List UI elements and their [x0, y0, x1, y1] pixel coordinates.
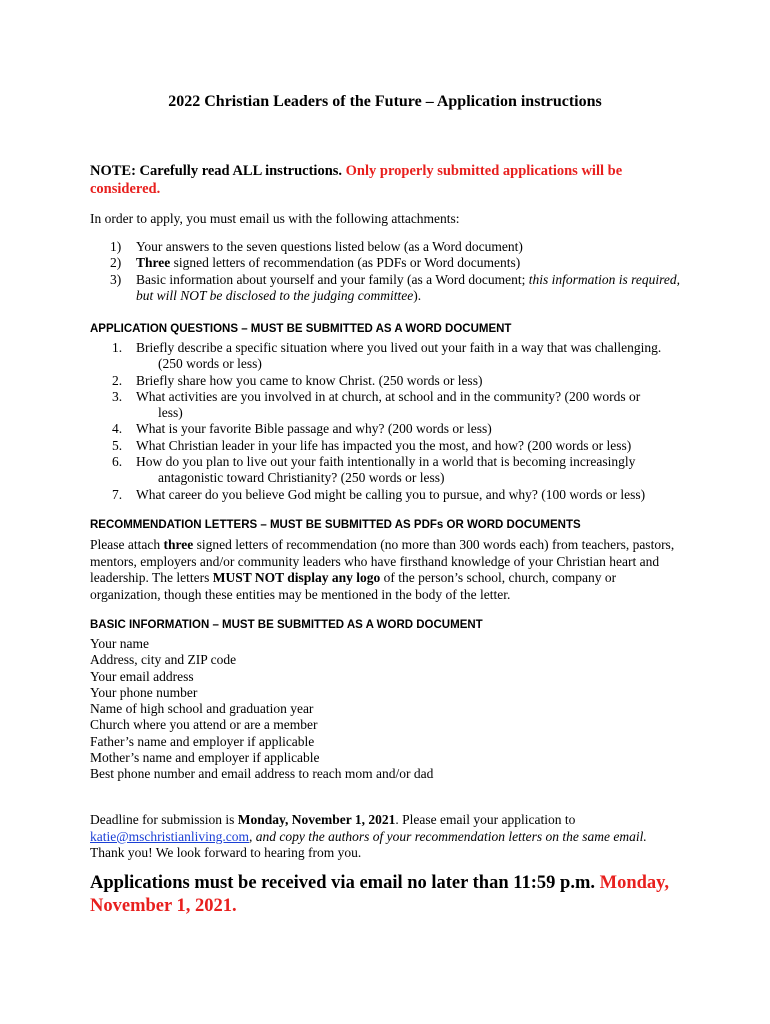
question-text-cont: antagonistic toward Christianity? (250 words or less): [158, 470, 445, 486]
list-item-text: signed letters of recommendation (as PDFs or Word documents): [170, 255, 521, 271]
rec-bold: MUST NOT display any logo: [212, 570, 381, 585]
list-number: 6.: [112, 454, 123, 470]
question-text: Briefly share how you came to know Christ. (250 words or less): [136, 372, 483, 388]
basic-info-item: Your name: [90, 636, 150, 651]
basic-info-item: Father’s name and employer if applicable: [90, 733, 315, 749]
final-deadline-notice: [90, 872, 690, 918]
list-item: [90, 389, 690, 422]
thanks-line: Thank you! We look forward to hearing from you.: [90, 845, 362, 860]
note-text: NOTE: Carefully read ALL instructions.: [90, 163, 346, 179]
basic-info-heading: BASIC INFORMATION – MUST BE SUBMITTED AS A WORD DOCUMENT: [90, 619, 483, 631]
deadline-paragraph: [90, 812, 690, 862]
note-warning: Only properly submitted applications will be considered.: [90, 163, 623, 197]
deadline-line: [90, 829, 690, 846]
recommendation-heading: RECOMMENDATION LETTERS – MUST BE SUBMITTED AS PDFs OR WORD DOCUMENTS: [90, 519, 581, 531]
basic-info-item: Mother’s name and employer if applicable: [90, 750, 320, 766]
list-item: [90, 421, 690, 437]
question-text-cont: less): [158, 405, 183, 421]
basic-info-item: Your phone number: [90, 684, 198, 700]
questions-heading: APPLICATION QUESTIONS – MUST BE SUBMITTED AS A WORD DOCUMENT: [90, 323, 512, 335]
list-item: [90, 487, 690, 503]
list-item-italic: this information is required, but will NOT be disclosed to the judging committee: [136, 271, 680, 303]
deadline-date: Monday, November 1, 2021: [237, 812, 396, 827]
email-link[interactable]: katie@mschristianliving.com: [90, 828, 250, 844]
list-item-text: Basic information about yourself and your family (as a Word document;: [136, 271, 529, 287]
question-text: What is your favorite Bible passage and why? (200 words or less): [136, 421, 492, 437]
deadline-text: . Please email your application to: [395, 812, 576, 827]
list-number: 3): [110, 271, 122, 287]
list-item-text: ).: [413, 287, 422, 303]
question-text: Briefly describe a specific situation where you lived out your faith in a way that was challenging.: [136, 340, 662, 355]
question-text: What Christian leader in your life has impacted you the most, and how? (200 words or less): [136, 437, 632, 453]
list-item-bold: Three: [136, 255, 171, 271]
final-text: Applications must be received via email no later than 11:59 p.m.: [90, 873, 600, 893]
basic-info-list: [90, 636, 433, 783]
question-text: What activities are you involved in at church, at school and in the community? (200 words or: [136, 388, 641, 404]
question-text: How do you plan to live out your faith intentionally in a world that is becoming increasingly: [136, 454, 636, 470]
list-item: [90, 272, 690, 305]
deadline-text: Deadline for submission is: [90, 812, 238, 827]
deadline-line: [90, 812, 690, 829]
recommendation-paragraph: [90, 537, 690, 603]
list-number: 5.: [112, 437, 123, 453]
final-date: Monday, November 1, 2021.: [90, 873, 670, 916]
list-number: 2): [110, 255, 122, 271]
question-text-cont: (250 words or less): [158, 356, 262, 372]
rec-text: signed letters of recommendation (no more than 300 words each) from teachers, pastors, mentors, employers and/or community leaders who have firsthand knowledge of your Christian heart and leadership. The letters: [90, 537, 675, 585]
list-item: [90, 454, 690, 487]
list-item: [90, 239, 690, 255]
list-number: 3.: [112, 388, 123, 404]
list-number: 4.: [112, 421, 123, 437]
list-number: 7.: [112, 486, 123, 502]
list-item-text: Your answers to the seven questions listed below (as a Word document): [136, 239, 523, 254]
list-number: 1): [110, 239, 122, 254]
attachments-list: [90, 239, 690, 304]
document-title: 2022 Christian Leaders of the Future – Application instructions: [168, 93, 602, 110]
question-text: What career do you believe God might be calling you to pursue, and why? (100 words or less): [136, 486, 646, 502]
list-item: [90, 340, 690, 373]
basic-info-item: Church where you attend or are a member: [90, 717, 318, 733]
rec-text: Please attach: [90, 537, 164, 552]
basic-info-item: Address, city and ZIP code: [90, 652, 237, 668]
list-item: [90, 255, 690, 271]
basic-info-item: Best phone number and email address to reach mom and/or dad: [90, 766, 434, 782]
list-item: [90, 373, 690, 389]
list-number: 2.: [112, 372, 123, 388]
list-number: 1.: [112, 340, 123, 355]
note-paragraph: [90, 162, 670, 198]
rec-text: of the person’s school, church, company or organization, though these entities may be mentioned in the body of the letter.: [90, 570, 617, 602]
intro-text: In order to apply, you must email us with the following attachments:: [90, 211, 460, 226]
rec-bold: three: [163, 537, 194, 552]
basic-info-item: Name of high school and graduation year: [90, 701, 314, 717]
list-item: [90, 438, 690, 454]
deadline-italic: , and copy the authors of your recommendation letters on the same email.: [249, 828, 647, 844]
basic-info-item: Your email address: [90, 668, 194, 684]
questions-list: [90, 340, 690, 503]
